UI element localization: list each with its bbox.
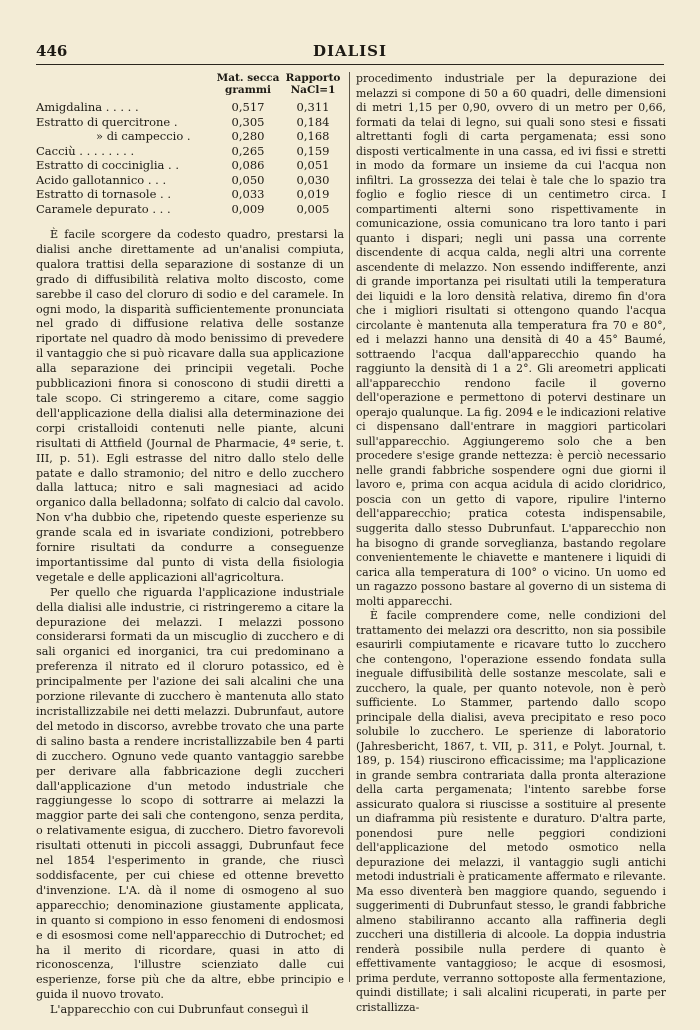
table-row [36, 144, 344, 159]
table-cell-rapporto: 0,311 [296, 100, 330, 114]
table-row [36, 115, 344, 130]
table-row [36, 187, 344, 202]
table-cell-mat: 0,305 [231, 114, 265, 129]
paragraph: È facile scorgere da codesto quadro, prestarsi la dialisi anche direttamente ad un'analisi compiuta, qualora trattisi della separazione di sostanze di un grado di diffusibilità relativa molto discosto, come sarebbe il caso del cloruro di sodio e del caramele. In ogni modo, la disparità sufficientemente pronunciata nel grado di diffusione relativa delle sostanze riportate nel quadro dà modo benissimo di prevedere il vantaggio che si può ricavare dalla sua applicazione alla separazione dei principii vegetali. Poche pubblicazioni finora si conoscono di studii diretti a tale scopo. Ci stringeremo a citare, come saggio dell'applicazione della dialisi alla determinazione dei corpi cristalloidi contenuti nelle piante, alcuni risultati di Attfield (Journal de Pharmacie, 4ª serie, t. III, p. 51). Egli estrasse del nitro dallo stelo delle patate e dallo stramonio; del nitro e dello zucchero dalla lattuca; nitro e sali magnesiaci ad acido organico dalla belladonna; solfato di calcio dal cavolo. Non v'ha dubbio che, ripetendo queste esperienze su grande scala ed in isvariate condizioni, potrebbero fornire risultati da condurre a conseguenze importantissime dal punto di vista della fisiologia vegetale e delle applicazioni all'agricoltura. [36, 228, 344, 584]
table-cell-mat: 0,265 [231, 143, 265, 158]
table-cell-name: Estratto di tornasole . . [36, 187, 172, 201]
table-header-mat: Mat. secca grammi [216, 72, 280, 96]
table-row [36, 129, 344, 144]
table-cell-mat: 0,517 [231, 100, 265, 114]
table-cell-rapporto: 0,005 [296, 201, 330, 216]
table-cell-rapporto: 0,159 [296, 143, 330, 158]
table-row [36, 173, 344, 188]
table-header-blank [36, 72, 214, 96]
table-row [36, 202, 344, 217]
page-number: 446 [36, 42, 68, 60]
table-cell-mat: 0,050 [231, 172, 265, 187]
table-cell-name: Estratto di quercitrone . [36, 114, 178, 129]
right-column [356, 72, 666, 1016]
table-cell-rapporto: 0,030 [296, 172, 330, 187]
table-header-row [36, 72, 344, 96]
paragraph: L'apparecchio con cui Dubrunfaut conseguì il [50, 1003, 309, 1017]
running-header [36, 40, 664, 65]
paragraph: È facile comprendere come, nelle condizioni del trattamento dei melazzi ora descritto, non sia possibile esaurirli compiutamente e ricavare tutto lo zucchero che contengono, l'operazione essendo fondata sulla ineguale diffusibilità delle sostanze mescolate, sali e zucchero, la quale, per quanto notevole, non è però sufficiente. Lo Stammer, partendo dallo scopo principale della dialisi, aveva precipitato e reso poco solubile lo zucchero. Le sperienze di laboratorio (Jahresbericht, 1867, t. VII, p. 311, e Polyt. Journal, t. 189, p. 154) riuscirono efficacissime; ma l'applicazione in grande sembra contrariata dalla pronta alterazione della carta pergamenata; l'intento sarebbe forse assicurato qualora si riuscisse a sostituire al presente un diaframma più resistente e duraturo. D'altra parte, ponendosi pure nelle peggiori condizioni dell'applicazione del metodo osmotico nella depurazione dei melazzi, il vantaggio sugli antichi metodi industriali è praticamente affermato e rilevante. Ma esso diventerà ben maggiore quando, seguendo i suggerimenti di Dubrunfaut stesso, le grandi fabbriche almeno stabiliranno accanto alla raffineria degli zuccheri una distilleria di alcoole. La doppia industria renderà possibile nulla perdere di quanto è effettivamente vantaggioso; le acque di esosmosi, prima perdute, verranno sottoposte alla fermentazione, quindi distillate; i sali alcalini ricuperati, in parte per cristallizza- [356, 609, 666, 1014]
table-cell-mat: 0,033 [231, 187, 265, 201]
left-column [36, 72, 344, 1018]
table-row [36, 158, 344, 173]
table-cell-name: Acido gallotannico . . . [36, 172, 167, 187]
table-cell-rapporto: 0,184 [296, 114, 330, 129]
table-cell-name: » di campeccio . [96, 129, 191, 143]
table-cell-rapporto: 0,051 [296, 158, 330, 172]
table-cell-mat: 0,086 [231, 158, 265, 172]
page-title: DIALISI [312, 42, 388, 60]
paragraph: Per quello che riguarda l'applicazione industriale della dialisi alle industrie, ci ristringeremo a citare la depurazione dei melazzi. I melazzi possono considerarsi formati da un miscuglio di zucchero e di sali organici ed inorganici, tra cui predominano a preferenza il nitrato ed il cloruro potassico, ed è principalmente per l'azione dei sali alcalini che una porzione rilevante di zucchero è mantenuta allo stato incristallizzabile nei detti melazzi. Dubrunfaut, autore del metodo in discorso, avrebbe trovato che una parte di salino basta a rendere incristallizzabile ben 4 parti di zucchero. Ognuno vede quanto vantaggio sarebbe per derivare alla fabbricazione degli zuccheri dall'applicazione d'un metodo industriale che raggiungesse lo scopo di sottrarre ai melazzi la maggior parte dei sali che contengono, senza perdita, o relativamente esigua, di zucchero. Dietro favorevoli risultati ottenuti in piccoli assaggi, Dubrunfaut fece nel 1854 l'esperimento in grande, che riuscì soddisfacente, per cui chiese ed ottenne brevetto d'invenzione. L'A. dà il nome di osmogeno al suo apparecchio; denominazione giustamente applicata, in quanto si compiono in esso fenomeni di endosmosi e di esosmosi come nell'apparecchio di Dutrochet; ed ha il merito di ricordare, quasi in atto di riconoscenza, l'illustre scienziato dalle cui esperienze, forse più che da altre, ebbe principio e guida il nuovo trovato. [36, 585, 344, 1002]
table-cell-name: Estratto di cocciniglia . . [36, 158, 179, 172]
table-cell-name: Amigdalina . . . . . [36, 100, 139, 114]
table-cell-name: Cacciù . . . . . . . . [36, 143, 135, 158]
diffusion-table [36, 72, 344, 216]
table-cell-mat: 0,280 [231, 129, 265, 143]
table-cell-name: Caramele depurato . . . [36, 201, 171, 216]
table-cell-rapporto: 0,168 [296, 129, 330, 143]
table-header-rapporto: Rapporto NaCl=1 [285, 72, 341, 96]
table-cell-mat: 0,009 [231, 201, 265, 216]
table-row [36, 100, 344, 115]
paragraph: procedimento industriale per la depurazione dei melazzi si compone di 50 a 60 quadri, delle dimensioni di metri 1,15 per 0,90, ovvero di un metro per 0,66, formati da telai di legno, sui quali sono stesi e fissati altrettanti fogli di carta pergamenata; essi sono disposti verticalmente in una cassa, ed ivi fissi e stretti in modo da formare un insieme da cui l'acqua non infiltri. La grossezza dei telai è tale che lo spazio tra foglio e foglio riesce di un centimetro circa. I compartimenti alterni sono rispettivamente in comunicazione, ossia comunicano tra loro tanto i pari quanto i dispari; negli uni passa una corrente discendente di acqua calda, negli altri una corrente ascendente di melazzo. Non essendo indifferente, anzi di grande importanza pei risultati utili la temperatura dei liquidi e la loro densità relativa, diremo fin d'ora che i migliori risultati si ottengono quando l'acqua circolante è mantenuta alla temperatura fra 70 e 80°, ed i melazzi hanno una densità di 40 a 45° Baumé, sottraendo l'acqua dall'apparecchio quando ha raggiunto la densità di 1 a 2°. Gli areometri applicati all'apparecchio rendono facile il governo dell'operazione e permettono di potervi destinare un operajo qualunque. La fig. 2094 e le indicazioni relative ci dispensano dall'entrare in maggiori particolari sull'apparecchio. Aggiungeremo solo che a ben procedere s'esige grande nettezza: è perciò necessario nelle grandi fabbriche sospendere ogni due giorni il lavoro e, prima con acqua acidula di acido cloridrico, poscia con un getto di vapore, ripulire l'interno dell'apparecchio; pratica cotesta indispensabile, suggerita dallo stesso Dubrunfaut. L'apparecchio non ha bisogno di grande sorveglianza, bastando regolare convenientemente le chiavette e mantenere i liquidi di carica alla temperatura di 100° o vicino. Un uomo ed un ragazzo possono bastare al governo di un sistema di molti apparecchi. [356, 72, 666, 608]
table-cell-rapporto: 0,019 [296, 187, 330, 201]
column-divider [349, 72, 350, 982]
